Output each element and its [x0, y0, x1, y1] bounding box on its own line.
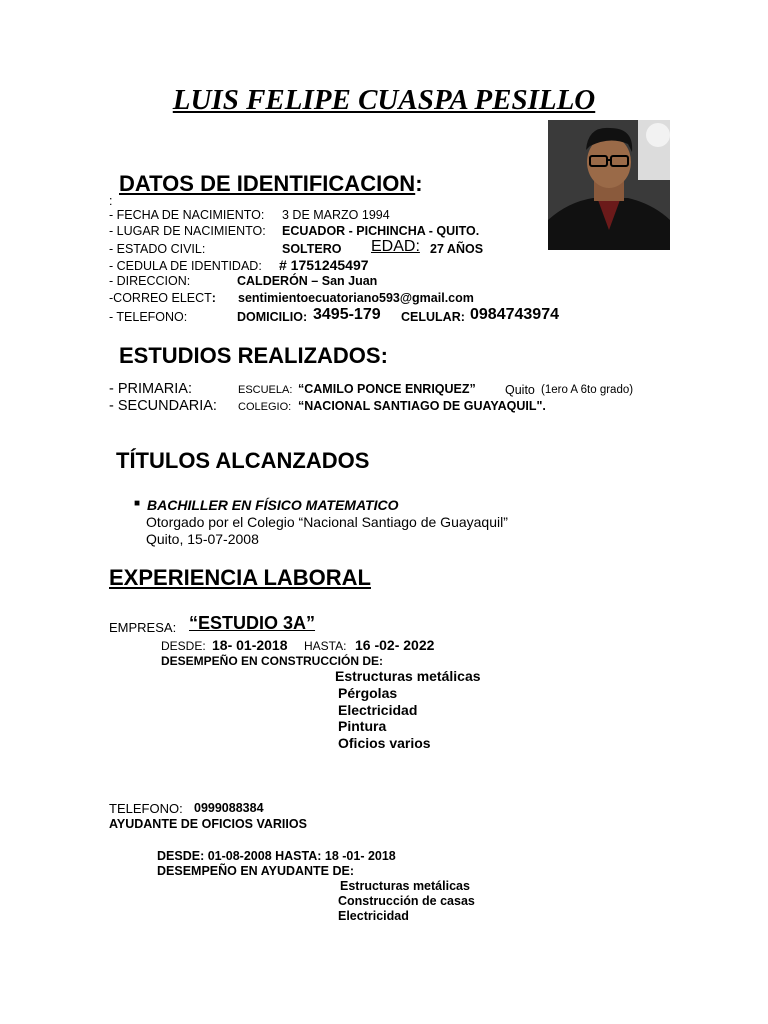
portrait-graphic [548, 120, 670, 250]
secundaria-label: - SECUNDARIA: [109, 398, 217, 414]
empresa-label: EMPRESA: [109, 620, 177, 635]
tarea2-item: Estructuras metálicas [340, 879, 470, 893]
empresa-value: “ESTUDIO 3A” [189, 613, 316, 633]
domicilio-label: DOMICILIO: [237, 310, 308, 324]
cedula-label: - CEDULA DE IDENTIDAD: [109, 259, 262, 273]
celular-value: 0984743974 [470, 306, 559, 323]
edad-label: EDAD: [371, 238, 420, 255]
correo-label-text: -CORREO ELECT [109, 291, 212, 305]
lugar-label: - LUGAR DE NACIMIENTO: [109, 224, 266, 238]
ident-heading-text: DATOS DE IDENTIFICACION [119, 171, 416, 196]
primaria-school: “CAMILO PONCE ENRIQUEZ” [298, 382, 476, 396]
experiencia-heading: EXPERIENCIA LABORAL [109, 565, 371, 590]
lugar-value: ECUADOR - PICHINCHA - QUITO. [282, 224, 480, 238]
fecha-value: 3 DE MARZO 1994 [282, 208, 390, 222]
cedula-value: # 1751245497 [279, 257, 369, 273]
titulo-item-line2: Quito, 15-07-2008 [146, 531, 259, 547]
telefono2-value: 0999088384 [194, 801, 264, 815]
periodo2: DESDE: 01-08-2008 HASTA: 18 -01- 2018 [157, 849, 396, 863]
domicilio-value: 3495-179 [313, 306, 381, 323]
primaria-label: - PRIMARIA: [109, 381, 192, 397]
profile-photo [548, 120, 670, 250]
tarea1-item: Pintura [338, 718, 387, 734]
telefono2-label: TELEFONO: [109, 801, 183, 816]
telefono-label: - TELEFONO: [109, 310, 188, 324]
ident-heading-colon: : [415, 171, 423, 196]
bullet-icon: ■ [134, 498, 141, 509]
fecha-label: - FECHA DE NACIMIENTO: [109, 208, 265, 222]
ident-heading [119, 171, 423, 197]
primaria-school-label: ESCUELA: [238, 384, 293, 396]
correo-label [109, 291, 216, 305]
desempeno1: DESEMPEÑO EN CONSTRUCCIÓN DE: [161, 654, 384, 668]
titulos-heading: TÍTULOS ALCANZADOS [116, 448, 370, 473]
edad-value: 27 AÑOS [430, 242, 484, 256]
estado-value: SOLTERO [282, 242, 342, 256]
direccion-value: CALDERÓN – San Juan [237, 274, 378, 288]
celular-label: CELULAR: [401, 310, 465, 324]
cv-name-title: LUIS FELIPE CUASPA PESILLO [172, 84, 596, 116]
titulo-item-line1: Otorgado por el Colegio “Nacional Santiago de Guayaquil” [146, 514, 508, 530]
tarea1-item: Electricidad [338, 702, 418, 718]
desde-label: DESDE: [161, 639, 206, 653]
desempeno2: DESEMPEÑO EN AYUDANTE DE: [157, 864, 355, 878]
estudios-heading: ESTUDIOS REALIZADOS: [119, 343, 388, 368]
estado-label: - ESTADO CIVIL: [109, 242, 206, 256]
primaria-grades: (1ero A 6to grado) [541, 384, 634, 396]
stray-colon: : [109, 194, 113, 208]
cargo2: AYUDANTE DE OFICIOS VARIIOS [109, 817, 307, 831]
tarea1-item: Pérgolas [338, 685, 398, 701]
secundaria-school: “NACIONAL SANTIAGO DE GUAYAQUIL". [298, 399, 546, 413]
tarea1-item: Oficios varios [338, 735, 431, 751]
tarea2-item: Electricidad [338, 909, 409, 923]
tarea1-item: Estructuras metálicas [335, 668, 481, 684]
tarea2-item: Construcción de casas [338, 894, 475, 908]
titulo-item-title: BACHILLER EN FÍSICO MATEMATICO [147, 497, 399, 513]
correo-colon: : [211, 291, 216, 305]
hasta-value: 16 -02- 2022 [355, 637, 435, 653]
direccion-label: - DIRECCION: [109, 274, 191, 288]
correo-value: sentimientoecuatoriano593@gmail.com [238, 291, 474, 305]
desde-value: 18- 01-2018 [212, 637, 288, 653]
primaria-extra: Quito [505, 383, 535, 397]
secundaria-school-label: COLEGIO: [238, 401, 292, 413]
hasta-label: HASTA: [304, 639, 347, 653]
